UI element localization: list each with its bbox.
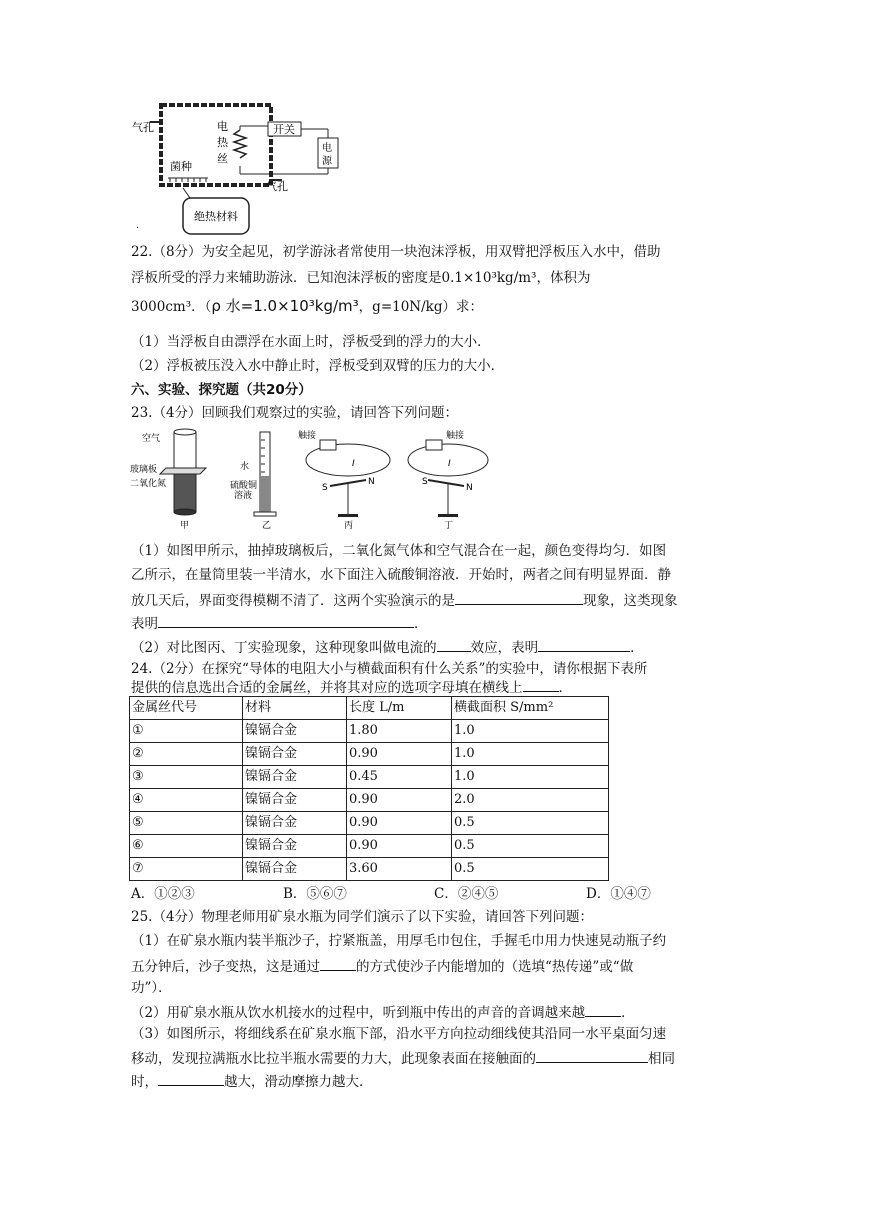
table-cell: ② <box>130 743 243 766</box>
label-no2: 二氧化氮 <box>130 479 167 489</box>
q25-stem: 25.（4分）物理老师用矿泉水瓶为同学们演示了以下实验，请回答下列问题： <box>131 909 594 925</box>
table-cell: 2.0 <box>452 789 609 812</box>
heater-char-3: 丝 <box>217 152 228 165</box>
answer-blank[interactable] <box>538 636 630 652</box>
q22-sub2: （2）浮板被压没入水中静止时，浮板受到双臂的压力的大小． <box>131 358 505 374</box>
label-s-2: S <box>422 477 428 487</box>
air-hole-label-1: 气孔 <box>132 121 154 134</box>
choice-a[interactable]: A．①②③ <box>131 886 195 902</box>
table-cell: 0.45 <box>347 766 452 789</box>
answer-blank[interactable] <box>536 1047 648 1063</box>
table-row <box>130 766 609 789</box>
table-header: 横截面积 S/mm² <box>452 697 609 720</box>
table-header-row <box>130 697 609 720</box>
table-cell: 镍镉合金 <box>243 766 347 789</box>
table-cell: 0.5 <box>452 858 609 881</box>
table-cell: ① <box>130 720 243 743</box>
choice-b[interactable]: B．⑤⑥⑦ <box>283 886 347 902</box>
table-cell: 镍镉合金 <box>243 743 347 766</box>
heating-wire <box>234 130 246 158</box>
table-cell: ⑤ <box>130 812 243 835</box>
label-cuso4-1: 硫酸铜 <box>230 481 258 491</box>
q25-p3-line1: （3）如图所示，将细线系在矿泉水瓶下部，沿水平方向拉动细线使其沿同一水平桌面匀速 <box>131 1026 667 1042</box>
q23-p1-line3 <box>131 589 678 611</box>
q25-p3-line3 <box>131 1070 373 1092</box>
table-row <box>130 858 609 881</box>
q25-p3-line2-end: 相同 <box>648 1051 675 1067</box>
table-cell: 镍镉合金 <box>243 835 347 858</box>
table-cell: 0.90 <box>347 789 452 812</box>
q22-line2: 浮板所受的浮力来辅助游泳．已知泡沫浮板的密度是0.1×10³kg/m³，体积为 <box>131 270 591 286</box>
table-cell: ④ <box>130 789 243 812</box>
table-cell: ⑥ <box>130 835 243 858</box>
choice-c[interactable]: C．②④⑤ <box>434 886 499 902</box>
answer-blank[interactable] <box>523 676 559 692</box>
insulation-label: 绝热材料 <box>194 210 238 223</box>
q23-p2-text: （2）对比图丙、丁实验现象，这种现象叫做电流的 <box>131 640 437 656</box>
q22-line3-a: 3000cm³．（ <box>131 299 212 315</box>
answer-blank[interactable] <box>585 1001 621 1017</box>
table-row <box>130 743 609 766</box>
table-header: 金属丝代号 <box>130 697 243 720</box>
q25-p1-line2-text: 五分钟后，沙子变热，这是通过 <box>131 959 320 975</box>
air-hole-label-2: 气孔 <box>266 180 288 193</box>
choice-d[interactable]: D．①④⑦ <box>586 886 651 902</box>
q22-sub1: （1）当浮板自由漂浮在水面上时，浮板受到的浮力的大小． <box>131 334 491 350</box>
label-n-1: N <box>368 477 375 487</box>
label-jia: 甲 <box>180 521 190 531</box>
table-cell: 镍镉合金 <box>243 720 347 743</box>
q22-water-density: ρ 水=1.0×10³kg/m³ <box>211 297 359 315</box>
table-cell: 0.90 <box>347 835 452 858</box>
table-header: 材料 <box>243 697 347 720</box>
q22-line1: 22.（8分）为安全起见，初学游泳者常使用一块泡沫浮板，用双臂把浮板压入水中，借助 <box>131 244 661 260</box>
table-row <box>130 835 609 858</box>
q24-line1: 24.（2分）在探究“导体的电阻大小与横截面积有什么关系”的实验中，请你根据下表所 <box>131 661 648 677</box>
q23-p2 <box>131 636 644 658</box>
q23-p1-line3-end: 现象，这类现象 <box>583 593 678 609</box>
q23-p1-line4 <box>131 612 428 634</box>
bacteria-tray <box>168 178 208 182</box>
q22-line3 <box>131 296 483 317</box>
label-water: 水 <box>240 462 250 472</box>
table-cell: 镍镉合金 <box>243 812 347 835</box>
q23-p1-line4-end: ． <box>414 616 428 632</box>
table-cell: 0.90 <box>347 812 452 835</box>
q24-line2-end: ． <box>558 680 572 696</box>
label-n-2: N <box>466 483 473 493</box>
label-air: 空气 <box>142 434 161 444</box>
q23-p1-line4-text: 表明 <box>131 616 158 632</box>
q25-p3-line3-end: 越大，滑动摩擦力越大． <box>224 1074 373 1090</box>
heater-char-1: 电 <box>217 120 228 133</box>
q23-p2-mid: 效应，表明 <box>470 640 539 656</box>
q23-p1-line2: 乙所示，在量筒里装一半清水，水下面注入硫酸铜溶液．开始时，两者之间有明显界面．静 <box>131 567 671 583</box>
table-cell: 镍镉合金 <box>243 789 347 812</box>
label-glass: 玻璃板 <box>130 465 158 475</box>
q24-line2 <box>131 676 572 698</box>
figure-dot: . <box>136 220 140 231</box>
table-row <box>130 812 609 835</box>
table-cell: 1.0 <box>452 720 609 743</box>
q25-p2-text: （2）用矿泉水瓶从饮水机接水的过程中，听到瓶中传出的声音的音调越来越 <box>131 1005 586 1021</box>
table-cell: 1.80 <box>347 720 452 743</box>
q25-p3-line2 <box>131 1047 675 1069</box>
table-cell: 0.90 <box>347 743 452 766</box>
table-cell: 镍镉合金 <box>243 858 347 881</box>
bacteria-label: 菌种 <box>170 160 192 173</box>
label-touch-2: 触接 <box>446 431 465 441</box>
q23-p1-line1: （1）如图甲所示，抽掉玻璃板后，二氧化氮气体和空气混合在一起，颜色变得均匀．如图 <box>131 543 667 559</box>
heater-char-2: 热 <box>217 136 228 149</box>
q23-p1-line3-text: 放几天后，界面变得模糊不清了．这两个实验演示的是 <box>131 593 455 609</box>
q24-line2-text: 提供的信息选出合适的金属丝，并将其对应的选项字母填在横线上 <box>131 680 523 696</box>
label-ding: 丁 <box>444 521 454 531</box>
power-char-2: 源 <box>322 156 332 167</box>
q25-p3-line3-text: 时， <box>131 1074 158 1090</box>
q23-p2-end: ． <box>630 640 644 656</box>
label-bing: 丙 <box>344 521 354 531</box>
label-yi: 乙 <box>262 521 272 531</box>
label-current-2: I <box>448 459 451 469</box>
section-heading: 六、实验、探究题（共20分） <box>131 382 312 398</box>
label-cuso4-2: 溶液 <box>234 491 253 501</box>
answer-blank[interactable] <box>437 636 471 652</box>
answer-blank[interactable] <box>320 955 356 971</box>
power-char-1: 电 <box>322 143 332 154</box>
table-row <box>130 720 609 743</box>
table-cell: ⑦ <box>130 858 243 881</box>
label-touch-1: 触接 <box>298 431 317 441</box>
answer-blank[interactable] <box>158 612 414 628</box>
q25-p1-line2-end: 的方式使沙子内能增加的（选填“热传递”或“做 <box>356 959 634 975</box>
incubator-figure <box>128 98 348 240</box>
label-s-1: S <box>322 483 328 493</box>
table-cell: ③ <box>130 766 243 789</box>
table-cell: 0.5 <box>452 835 609 858</box>
q25-p1-line2 <box>131 955 633 977</box>
table-row <box>130 789 609 812</box>
diffusion-electro-figure <box>130 428 490 534</box>
q23-stem: 23.（4分）回顾我们观察过的实验，请回答下列问题： <box>131 405 459 421</box>
q25-p1-line3: 功”）． <box>131 980 172 996</box>
label-current-1: I <box>352 459 355 469</box>
table-header: 长度 L/m <box>347 697 452 720</box>
q25-p3-line2-text: 移动，发现拉满瓶水比拉半瓶水需要的力大，此现象表面在接触面的 <box>131 1051 536 1067</box>
table-cell: 3.60 <box>347 858 452 881</box>
table-cell: 0.5 <box>452 812 609 835</box>
table-cell: 1.0 <box>452 743 609 766</box>
wire-table <box>129 696 609 881</box>
switch-label: 开关 <box>273 123 295 136</box>
q25-p1-line1: （1）在矿泉水瓶内装半瓶沙子，拧紧瓶盖，用厚毛巾包住，手握毛巾用力快速晃动瓶子约 <box>131 933 667 949</box>
answer-blank[interactable] <box>455 589 583 605</box>
q22-line3-b: ，g=10N/kg）求： <box>358 299 483 315</box>
answer-blank[interactable] <box>158 1070 224 1086</box>
q25-p2-end: ． <box>621 1005 635 1021</box>
q25-p2 <box>131 1001 635 1023</box>
table-cell: 1.0 <box>452 766 609 789</box>
